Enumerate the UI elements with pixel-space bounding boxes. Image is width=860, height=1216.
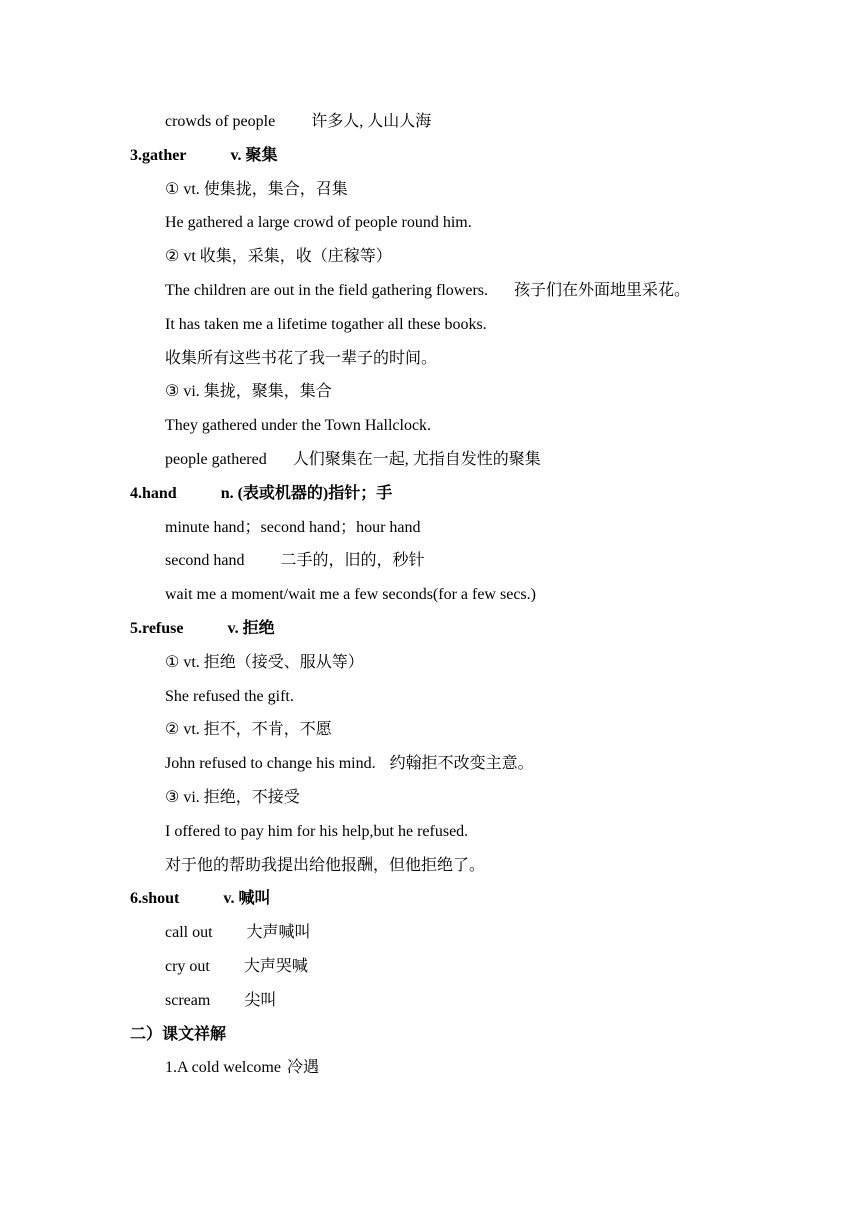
phrase-line — [0, 919, 860, 953]
phrase-en: people gathered — [165, 450, 267, 468]
vocab-word: 5.refuse — [130, 619, 184, 637]
phrase-en: crowds of people — [165, 113, 276, 130]
example-sentence: They gathered under the Town Hallclock. — [165, 417, 432, 435]
example-translation: 对于他的帮助我提出给他报酬，但他拒绝了。 — [165, 856, 486, 874]
phrase-zh: 许多人, 人山人海 — [311, 113, 432, 130]
example-sentence: He gathered a large crowd of people round him. — [165, 214, 472, 232]
vocab-pos: v. 拒绝 — [227, 619, 275, 637]
example-sentence: It has taken me a lifetime togather all these books. — [165, 315, 487, 333]
vocab-pos: v. 聚集 — [230, 146, 278, 164]
sense-line: ③ vi. 集拢，聚集，集合 — [165, 383, 332, 401]
example-line — [0, 750, 860, 784]
phrase-line — [0, 953, 860, 987]
phrase-line — [0, 987, 860, 1021]
vocab-heading — [0, 480, 860, 514]
phrase-zh: 大声哭喊 — [243, 957, 308, 975]
phrase-en: second hand — [165, 552, 245, 570]
example-zh: 约翰拒不改变主意。 — [389, 755, 534, 773]
example-zh: 孩子们在外面地里采花。 — [514, 281, 691, 299]
sense-line: ③ vi. 拒绝，不接受 — [165, 788, 300, 806]
phrase-zh: 人们聚集在一起, 尤指自发性的聚集 — [292, 450, 541, 468]
vocab-word: 4.hand — [130, 484, 177, 502]
phrase-zh: 二手的，旧的，秒针 — [280, 552, 425, 570]
section-heading: 二）课文祥解 — [130, 1025, 227, 1043]
vocab-heading — [0, 885, 860, 919]
lesson-title-zh: 冷遇 — [286, 1059, 319, 1077]
phrase-list: minute hand；second hand；hour hand — [165, 518, 421, 536]
phrase-zh: 尖叫 — [244, 991, 277, 1009]
vocab-heading — [0, 142, 860, 176]
phrase-line — [0, 547, 860, 581]
example-sentence: wait me a moment/wait me a few seconds(for a few secs.) — [165, 586, 536, 604]
example-sentence: I offered to pay him for his help,but he refused. — [165, 822, 469, 840]
phrase-en: scream — [165, 991, 211, 1009]
sense-line: ① vt. 拒绝（接受、服从等） — [165, 653, 364, 671]
example-en: The children are out in the field gathering flowers. — [165, 281, 488, 299]
lesson-title-en: 1.A cold welcome — [165, 1059, 281, 1077]
phrase-line — [0, 108, 860, 142]
lesson-title-line — [0, 1054, 860, 1088]
example-sentence: She refused the gift. — [165, 687, 294, 705]
sense-line: ① vt. 使集拢，集合，召集 — [165, 180, 348, 198]
vocab-pos: n. (表或机器的)指针；手 — [220, 484, 393, 502]
vocab-word: 3.gather — [130, 146, 187, 164]
phrase-en: cry out — [165, 957, 210, 975]
vocab-pos: v. 喊叫 — [223, 890, 271, 908]
phrase-zh: 大声喊叫 — [246, 924, 311, 942]
phrase-en: call out — [165, 924, 213, 942]
sense-line: ② vt. 拒不，不肯，不愿 — [165, 721, 332, 739]
vocab-heading — [0, 615, 860, 649]
example-en: John refused to change his mind. — [165, 755, 376, 773]
phrase-line — [0, 446, 860, 480]
vocab-word: 6.shout — [130, 890, 180, 908]
sense-line: ② vt 收集，采集，收（庄稼等） — [165, 248, 392, 266]
example-line — [0, 277, 860, 311]
example-translation: 收集所有这些书花了我一辈子的时间。 — [165, 349, 438, 367]
